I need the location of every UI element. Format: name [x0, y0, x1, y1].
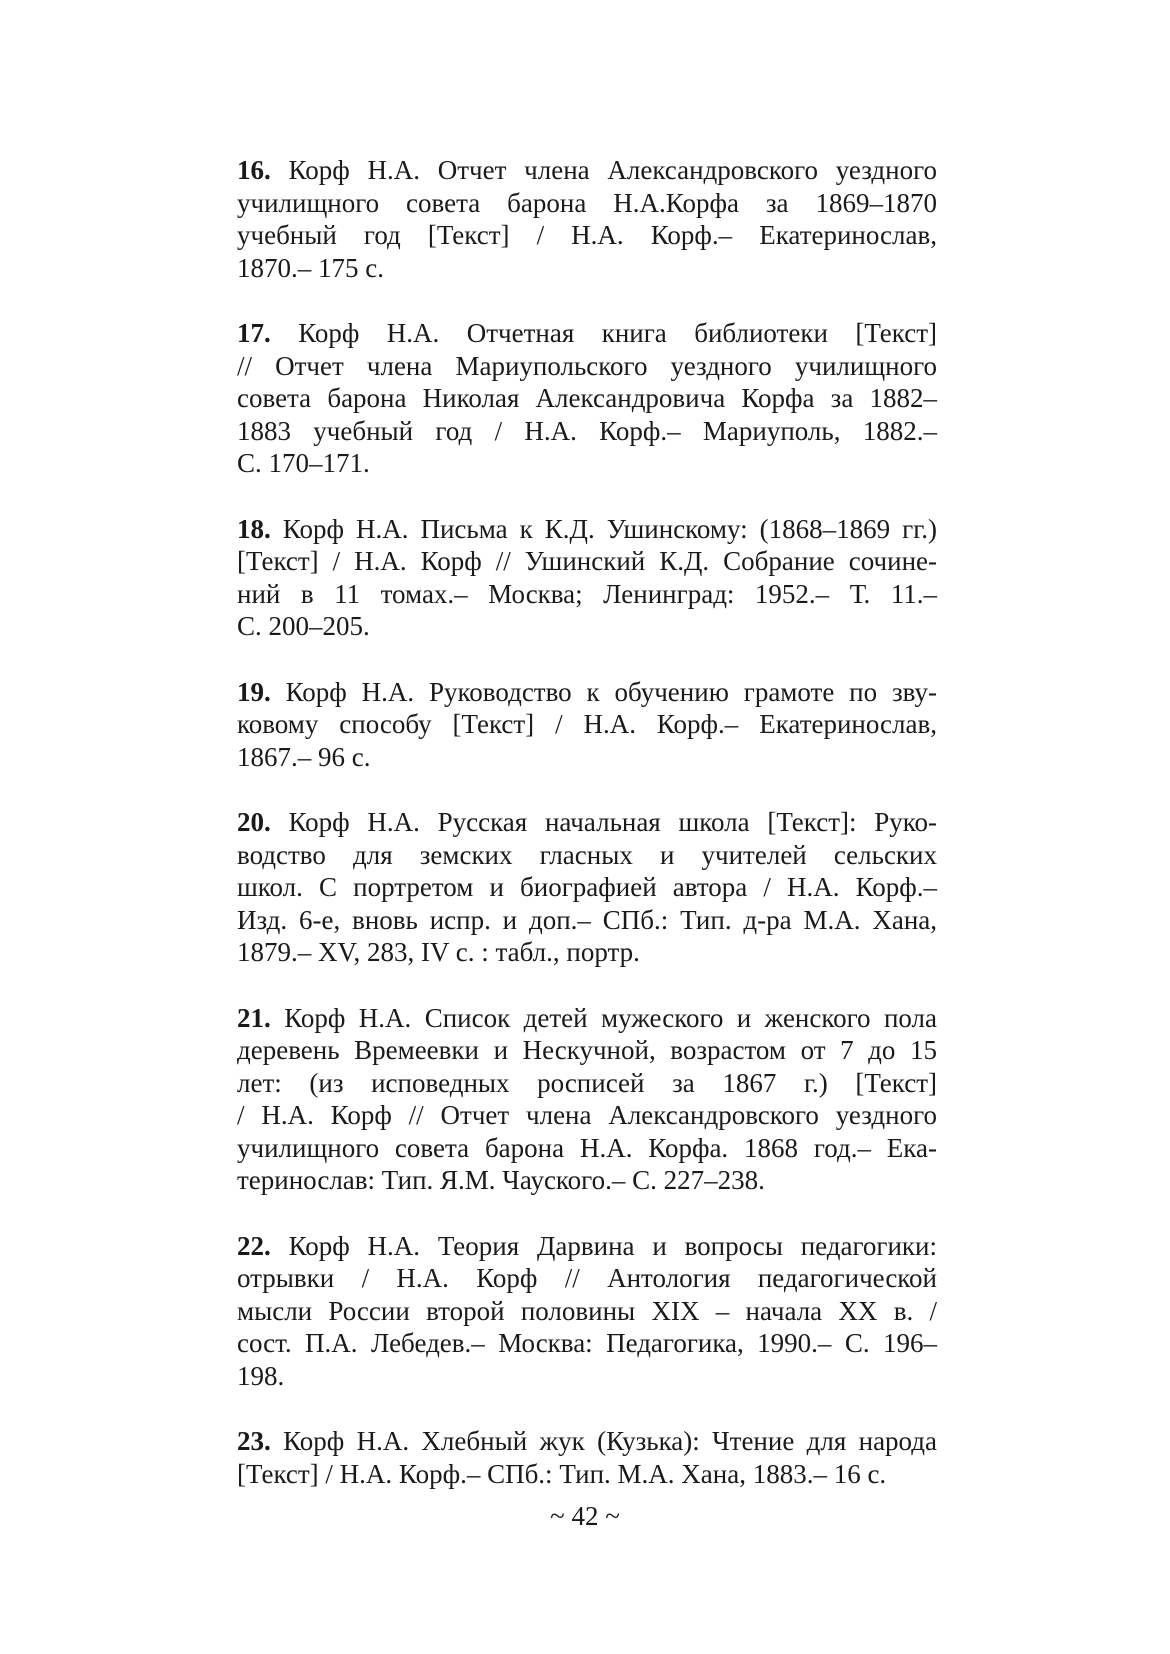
entry-number: 22.	[237, 1230, 271, 1261]
entry-line: отрывки / Н.А. Корф // Антология педагогической	[237, 1263, 937, 1293]
entry-line: / Н.А. Корф // Отчет члена Александровского уездного	[237, 1100, 937, 1130]
page-number: ~ 42 ~	[550, 1501, 620, 1531]
entry-line	[237, 1002, 937, 1035]
entry-text: Корф Н.А. Отчетная книга библиотеки [Текст]	[298, 318, 937, 348]
entry-line: 198.	[237, 1360, 285, 1391]
entry-line	[237, 806, 937, 839]
entry-line: // Отчет члена Мариупольского уездного училищного	[237, 350, 937, 381]
entry-line: [Текст] / Н.А. Корф.– СПб.: Тип. М.А. Хана, 1883.– 16 с.	[237, 1458, 887, 1489]
entry-line: Изд. 6-е, вновь испр. и доп.– СПб.: Тип. д-ра М.А. Хана,	[237, 904, 937, 935]
entry-number: 20.	[237, 807, 271, 837]
entry-line: [Текст] / Н.А. Корф // Ушинский К.Д. Собрание сочине-	[237, 546, 937, 576]
bibliography-entry-20	[237, 806, 937, 969]
entry-line: 1879.– XV, 283, IV с. : табл., портр.	[237, 937, 640, 967]
bibliography-entry-16	[237, 154, 937, 284]
entry-number: 19.	[237, 676, 271, 707]
entry-text: Корф Н.А. Список детей мужеского и женского пола	[284, 1002, 937, 1033]
entry-text: Корф Н.А. Письма к К.Д. Ушинскому: (1868–1869 гг.)	[282, 513, 938, 544]
entry-line: лет: (из исповедных росписей за 1867 г.) [Текст]	[237, 1067, 937, 1098]
entry-line: школ. С портретом и биографией автора / Н.А. Корф.–	[237, 872, 937, 902]
entry-line: сост. П.А. Лебедев.– Москва: Педагогика, 1990.– С. 196–	[237, 1328, 937, 1358]
entry-line	[237, 676, 937, 709]
entry-line: ковому способу [Текст] / Н.А. Корф.– Екатеринослав,	[237, 709, 937, 739]
bibliography-entry-21	[237, 1002, 937, 1197]
entry-text: Корф Н.А. Руководство к обучению грамоте по зву-	[285, 676, 937, 707]
bibliography-entry-23	[237, 1425, 937, 1490]
entry-text: Корф Н.А. Русская начальная школа [Текст]: Руко-	[288, 807, 937, 837]
entry-line: совета барона Николая Александровича Корфа за 1882–	[237, 383, 937, 413]
entry-number: 17.	[237, 318, 271, 348]
bibliography-entry-17	[237, 317, 937, 480]
bibliography-entry-18	[237, 513, 937, 643]
entry-line	[237, 154, 937, 187]
entry-line: училищного совета барона Н.А.Корфа за 1869–1870	[237, 187, 937, 218]
entry-number: 18.	[237, 513, 271, 544]
entry-number: 23.	[237, 1426, 271, 1456]
entry-line: деревень Времеевки и Нескучной, возрастом от 7 до 15	[237, 1035, 937, 1065]
entry-line: 1867.– 96 с.	[237, 741, 371, 772]
entry-line: 1883 учебный год / Н.А. Корф.– Мариуполь, 1882.–	[237, 415, 937, 446]
entry-line: С. 170–171.	[237, 448, 370, 478]
entry-line	[237, 317, 937, 350]
entry-number: 16.	[237, 155, 271, 185]
bibliography-entry-22	[237, 1230, 937, 1393]
entry-line: водство для земских гласных и учителей сельских	[237, 839, 937, 870]
entry-text: Корф Н.А. Хлебный жук (Кузька): Чтение для народа	[283, 1426, 938, 1456]
entry-line: учебный год [Текст] / Н.А. Корф.– Екатеринослав,	[237, 220, 937, 250]
entry-line: ний в 11 томах.– Москва; Ленинград: 1952.– Т. 11.–	[237, 578, 937, 609]
entry-line: 1870.– 175 с.	[237, 252, 384, 283]
entry-line: теринослав: Тип. Я.М. Чауского.– С. 227–238.	[237, 1165, 765, 1195]
entry-line: мысли России второй половины XIX – начала XX в. /	[237, 1295, 937, 1326]
bibliography-list	[237, 154, 937, 1523]
entry-line: училищного совета барона Н.А. Корфа. 1868 год.– Ека-	[237, 1132, 937, 1163]
entry-number: 21.	[237, 1002, 271, 1033]
entry-line	[237, 513, 937, 546]
entry-text: Корф Н.А. Отчет члена Александровского уездного	[288, 155, 938, 185]
entry-line: С. 200–205.	[237, 611, 370, 641]
entry-text: Корф Н.А. Теория Дарвина и вопросы педагогики:	[288, 1230, 937, 1261]
entry-line	[237, 1425, 937, 1458]
bibliography-entry-19	[237, 676, 937, 774]
entry-line	[237, 1230, 937, 1263]
